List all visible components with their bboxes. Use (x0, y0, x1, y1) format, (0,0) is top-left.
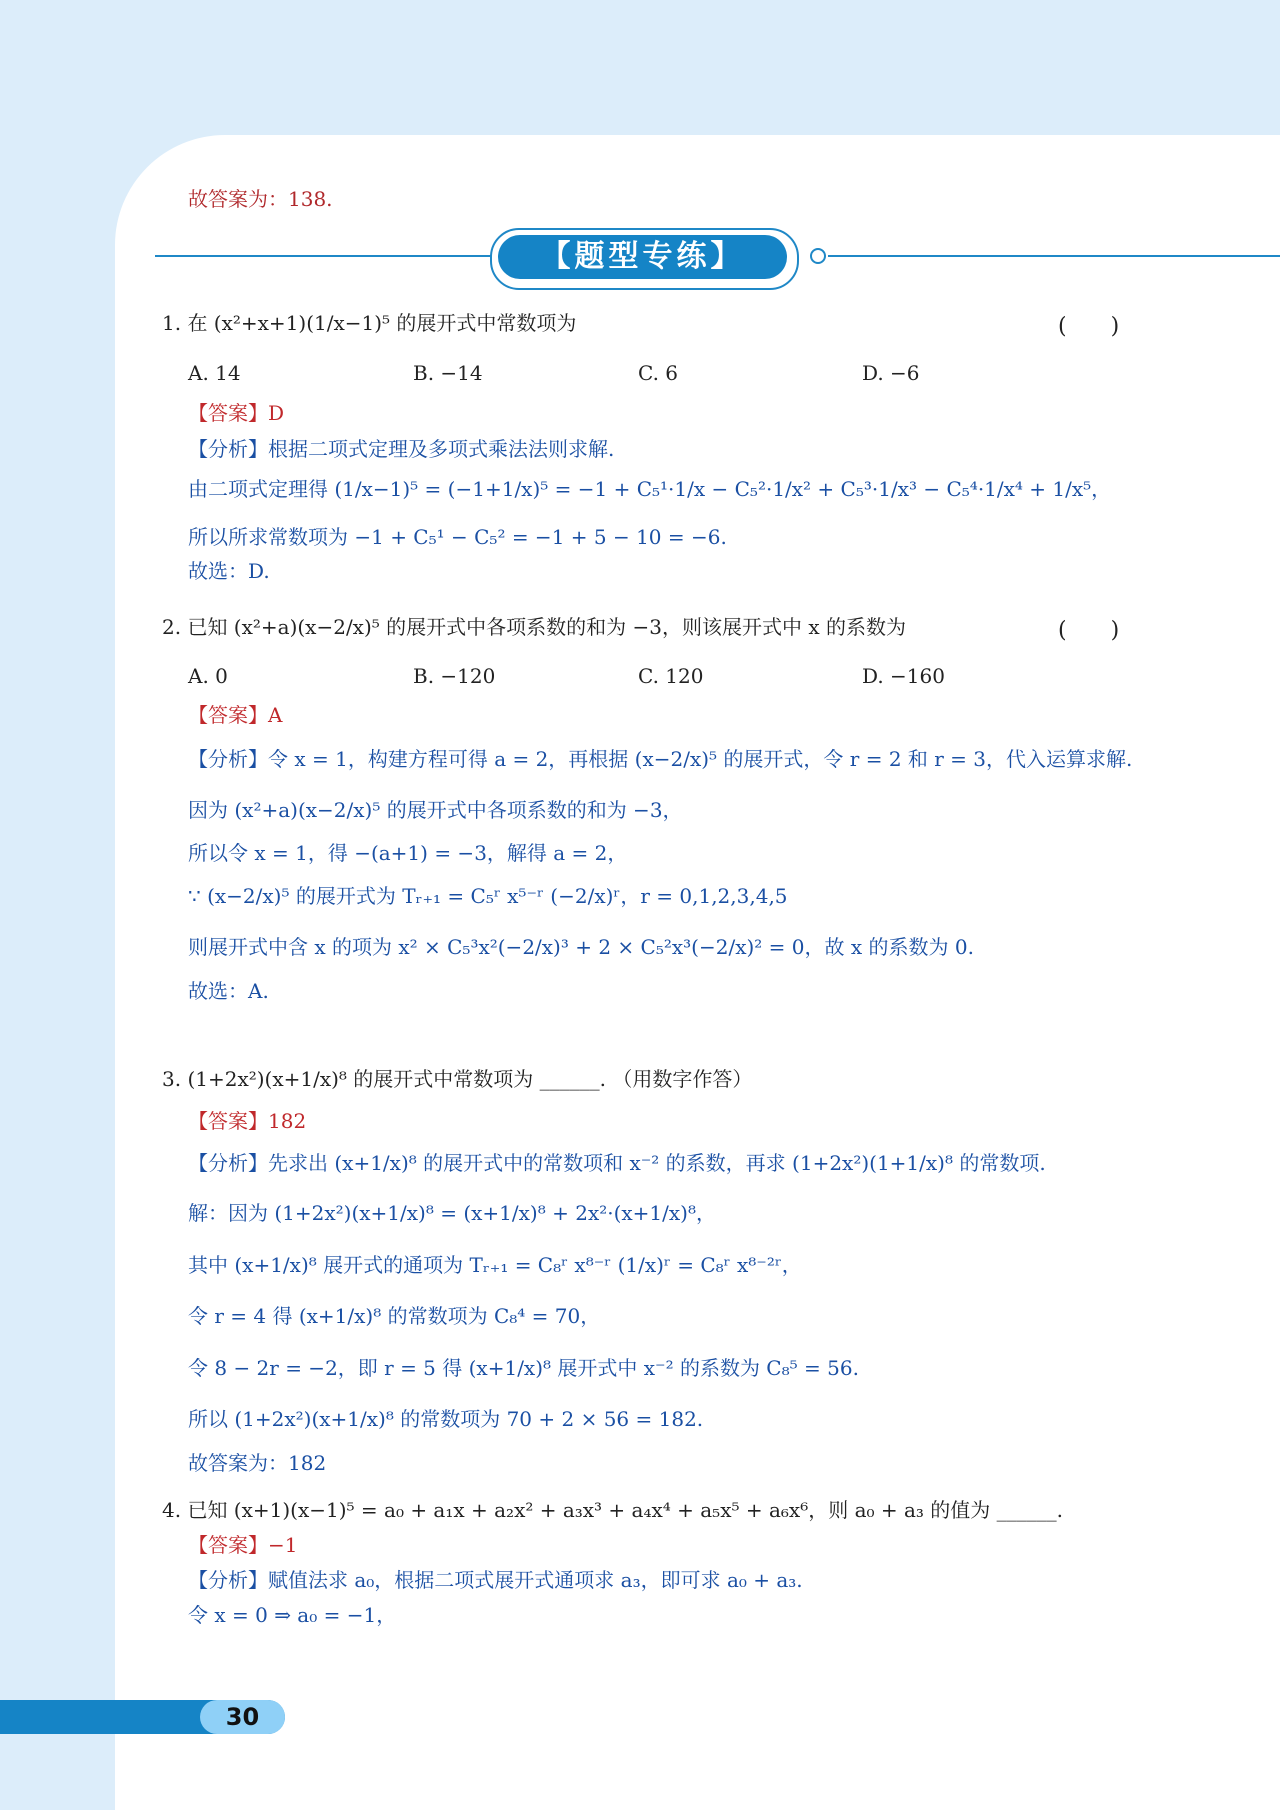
q2-answer: 【答案】A (188, 703, 283, 727)
q2-option-a: A. 0 (188, 664, 228, 688)
section-title: 【题型专练】 (498, 235, 787, 279)
q1-stem: 1. 在 (x²+x+1)(1/x−1)⁵ 的展开式中常数项为 (162, 311, 577, 335)
page-number: 30 (225, 1703, 260, 1731)
section-header (150, 228, 1150, 286)
q3-analysis-line: 令 8 − 2r = −2，即 r = 5 得 (x+1/x)⁸ 展开式中 x⁻² 的系数为 C₈⁵ = 56. (188, 1356, 859, 1380)
previous-answer: 故答案为：138. (188, 187, 333, 211)
q4-answer: 【答案】−1 (188, 1533, 298, 1557)
q1-option-b: B. −14 (413, 361, 483, 385)
q2-analysis-line: ∵ (x−2/x)⁵ 的展开式为 Tᵣ₊₁ = C₅ʳ x⁵⁻ʳ (−2/x)ʳ，r = 0,1,2,3,4,5 (188, 884, 788, 908)
q2-analysis-line: 故选：A. (188, 979, 269, 1003)
q2-option-c: C. 120 (638, 664, 704, 688)
q1-option-d: D. −6 (862, 361, 920, 385)
q3-stem: 3. (1+2x²)(x+1/x)⁸ 的展开式中常数项为 ______. （用数字作答） (162, 1067, 753, 1091)
page-sheet (115, 135, 1280, 1810)
q1-analysis-line: 故选：D. (188, 559, 270, 583)
q2-analysis-line: 所以令 x = 1，得 −(a+1) = −3，解得 a = 2， (188, 841, 628, 865)
q3-analysis-line: 令 r = 4 得 (x+1/x)⁸ 的常数项为 C₈⁴ = 70， (188, 1304, 601, 1328)
q3-analysis-line: 【分析】先求出 (x+1/x)⁸ 的展开式中的常数项和 x⁻² 的系数，再求 (1+2x²)(1+1/x)⁸ 的常数项. (188, 1151, 1046, 1175)
q1-analysis-line: 由二项式定理得 (1/x−1)⁵ = (−1+1/x)⁵ = −1 + C₅¹·1/x − C₅²·1/x² + C₅³·1/x³ − C₅⁴·1/x⁴ + 1/x⁵， (188, 477, 1112, 501)
q4-analysis-line: 令 x = 0 ⇒ a₀ = −1， (188, 1603, 397, 1627)
q2-analysis-line: 【分析】令 x = 1，构建方程可得 a = 2，再根据 (x−2/x)⁵ 的展开式，令 r = 2 和 r = 3，代入运算求解. (188, 747, 1133, 771)
q1-analysis-line: 所以所求常数项为 −1 + C₅¹ − C₅² = −1 + 5 − 10 = −6. (188, 525, 727, 549)
q4-analysis-line: 【分析】赋值法求 a₀，根据二项式展开式通项求 a₃，即可求 a₀ + a₃. (188, 1568, 803, 1592)
q2-analysis-line: 则展开式中含 x 的项为 x² × C₅³x²(−2/x)³ + 2 × C₅²x³(−2/x)² = 0，故 x 的系数为 0. (188, 935, 974, 959)
q2-answer-paren: ( ) (1058, 618, 1120, 643)
q3-analysis-line: 解：因为 (1+2x²)(x+1/x)⁸ = (x+1/x)⁸ + 2x²·(x+1/x)⁸， (188, 1201, 716, 1225)
q3-analysis-line: 所以 (1+2x²)(x+1/x)⁸ 的常数项为 70 + 2 × 56 = 182. (188, 1407, 704, 1431)
q1-answer-paren: ( ) (1058, 314, 1120, 339)
q2-option-d: D. −160 (862, 664, 945, 688)
q1-option-a: A. 14 (188, 361, 241, 385)
q3-answer: 【答案】182 (188, 1109, 307, 1133)
header-dot-right (810, 248, 826, 264)
header-badge-frame (490, 228, 799, 290)
q2-stem: 2. 已知 (x²+a)(x−2/x)⁵ 的展开式中各项系数的和为 −3，则该展开式中 x 的系数为 (162, 615, 906, 639)
header-rule-right (828, 255, 1280, 257)
q3-analysis-line: 其中 (x+1/x)⁸ 展开式的通项为 Tᵣ₊₁ = C₈ʳ x⁸⁻ʳ (1/x)ʳ = C₈ʳ x⁸⁻²ʳ， (188, 1253, 802, 1277)
q3-analysis-line: 故答案为：182 (188, 1451, 327, 1475)
q1-option-c: C. 6 (638, 361, 679, 385)
q1-answer: 【答案】D (188, 401, 285, 425)
q4-stem: 4. 已知 (x+1)(x−1)⁵ = a₀ + a₁x + a₂x² + a₃x³ + a₄x⁴ + a₅x⁵ + a₆x⁶，则 a₀ + a₃ 的值为 ______. (162, 1498, 1063, 1522)
q2-option-b: B. −120 (413, 664, 496, 688)
q1-analysis-line: 【分析】根据二项式定理及多项式乘法法则求解. (188, 437, 615, 461)
q2-analysis-line: 因为 (x²+a)(x−2/x)⁵ 的展开式中各项系数的和为 −3， (188, 798, 683, 822)
